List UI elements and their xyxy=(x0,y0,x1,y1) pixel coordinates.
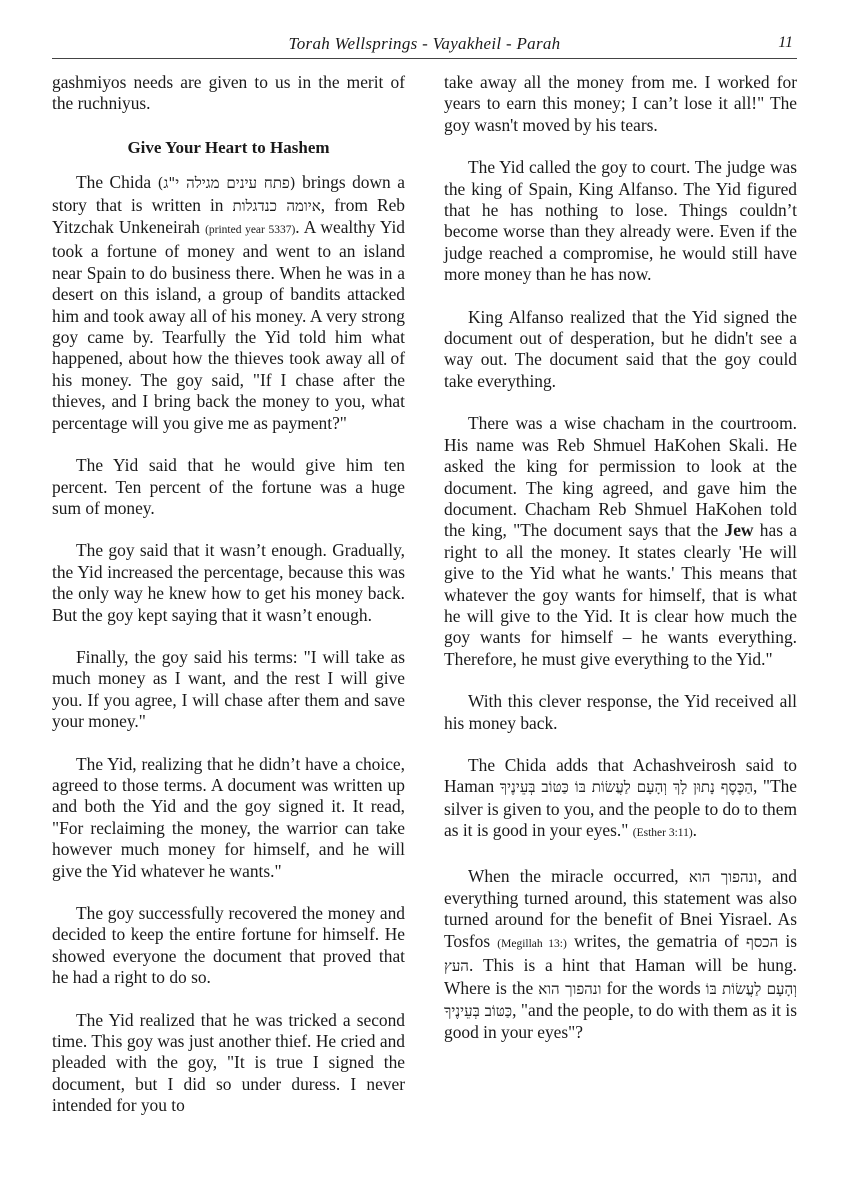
text-run: , "The silver is given to you, and the people to do to them as it is good in your eyes." xyxy=(444,776,797,841)
paragraph: The Yid realized that he was tricked a second time. This goy was just another thief. He cried and pleaded with the goy, "It is true I signed the document, but I did so under duress. I never intended for you to xyxy=(52,1009,405,1116)
hebrew-text: הַכֶּסֶף נָתוּן לָךְ וְהָעָם לַעֲשׂוֹת בּוֹ כַּטּוֹב בְּעֵינֶיךָ xyxy=(499,778,754,797)
paragraph: The goy successfully recovered the money and decided to keep the entire fortune for himself. He showed everyone the document that proved that he had a right to do so. xyxy=(52,903,405,988)
citation: (Esther 3:11) xyxy=(632,827,693,840)
text-run: , from Reb Yitzchak Unkeneirah xyxy=(52,194,405,238)
text-run: writes, the gematria of xyxy=(573,930,739,951)
paragraph xyxy=(444,755,797,845)
hebrew-text: ונהפוך הוא xyxy=(688,867,758,886)
paragraph xyxy=(444,866,797,1044)
paragraph: The goy said that it wasn’t enough. Gradually, the Yid increased the percentage, because this was the only way he knew how to get his money back. But the goy kept saying that it wasn’t enough. xyxy=(52,540,405,625)
paragraph: take away all the money from me. I worked for years to earn this money; I can’t lose it all!" The goy wasn't moved by his tears. xyxy=(444,72,797,135)
paragraph xyxy=(52,172,405,434)
paragraph: The Yid, realizing that he didn’t have a choice, agreed to those terms. A document was written up and both the Yid and the goy signed it. It read, "For reclaiming the money, the warrior can take however much money for himself, and he will give the Yid whatever he wants." xyxy=(52,753,405,881)
text-run: is xyxy=(785,930,797,951)
hebrew-text: ונהפוך הוא xyxy=(538,979,602,998)
paragraph: With this clever response, the Yid received all his money back. xyxy=(444,691,797,733)
left-column xyxy=(52,72,405,1138)
text-run: has a right to all the money. It states clearly 'He will give to the Yid what he wants.' This means that whatever the goy wants for himself, that is what he will give to the Yid. It is clear how much the goy wants for himself – he wants everything. Therefore, he must give everything to the Yid." xyxy=(444,520,797,669)
bold-word: Jew xyxy=(724,520,754,541)
section-heading: Give Your Heart to Hashem xyxy=(127,137,330,157)
paragraph: gashmiyos needs are given to us in the merit of the ruchniyus. xyxy=(52,72,405,114)
running-header xyxy=(52,32,797,59)
hebrew-citation: (פתח עינים מגילה י"ג) xyxy=(157,174,296,193)
text-run: . xyxy=(692,820,698,841)
hebrew-text: איומה כנדגלות xyxy=(232,196,321,215)
paragraph: Finally, the goy said his terms: "I will take as much money as I want, and the rest I will give you. If you agree, I will chase after them and save your money." xyxy=(52,646,405,732)
text-run: The Chida xyxy=(76,172,152,193)
text-run: When the miracle occurred, xyxy=(468,865,679,886)
paragraph: The Yid said that he would give him ten percent. Ten percent of the fortune was a huge sum of money. xyxy=(52,455,405,518)
citation: (printed year 5337) xyxy=(205,224,296,237)
hebrew-text: וְהָעָם לַעֲשׂוֹת בּוֹ כַּטּוֹב בְּעֵינֶיךָ xyxy=(444,979,797,1021)
text-run: The Chida adds that Achashveirosh said to Haman xyxy=(444,754,797,797)
paragraph: The Yid called the goy to court. The judge was the king of Spain, King Alfanso. The Yid figured that he has nothing to lose. Things couldn’t become worse than they already were. Even if the judge reached a compromise, he would still have more money than he has now. xyxy=(444,157,797,285)
right-column xyxy=(444,72,797,1065)
text-run: , and everything turned around, this statement was also turned around for the benefit of Bnei Yisrael. As Tosfos xyxy=(444,865,798,951)
running-title: Torah Wellsprings - Vayakheil - Parah xyxy=(288,34,561,53)
text-run: , "and the people, to do with them as it is good in your eyes"? xyxy=(444,1000,798,1043)
hebrew-text: העץ xyxy=(444,957,469,976)
paragraph: King Alfanso realized that the Yid signed the document out of desperation, but he didn't see a way out. The document said that the goy could take everything. xyxy=(444,306,797,391)
hebrew-text: הכסף xyxy=(745,932,779,951)
text-run: for the words xyxy=(606,977,701,998)
paragraph xyxy=(444,413,797,670)
text-run: There was a wise chacham in the courtroom. His name was Reb Shmuel HaKohen Skali. He asked the king for permission to look at the document. The king agreed, and gave him the document. Chacham Reb Shmuel HaKohen told the king, "The document says that the xyxy=(444,413,797,541)
text-run: brings down a story that is written in xyxy=(52,172,405,215)
text-run: . This is a hint that Haman will be hung. Where is the xyxy=(444,955,797,998)
page-number: 11 xyxy=(778,34,793,51)
citation: (Megillah 13:) xyxy=(497,937,567,950)
text-run: . A wealthy Yid took a fortune of money and went to an island near Spain to do business there. When he was in a desert on this island, a group of bandits attacked him and took away all of his money. A very strong goy came by. Tearfully the Yid told him what happened, about how the thieves took away all of his money. The goy said, "If I chase after the thieves, and I bring back the money to you, what percentage will you give me as payment?" xyxy=(52,217,406,433)
